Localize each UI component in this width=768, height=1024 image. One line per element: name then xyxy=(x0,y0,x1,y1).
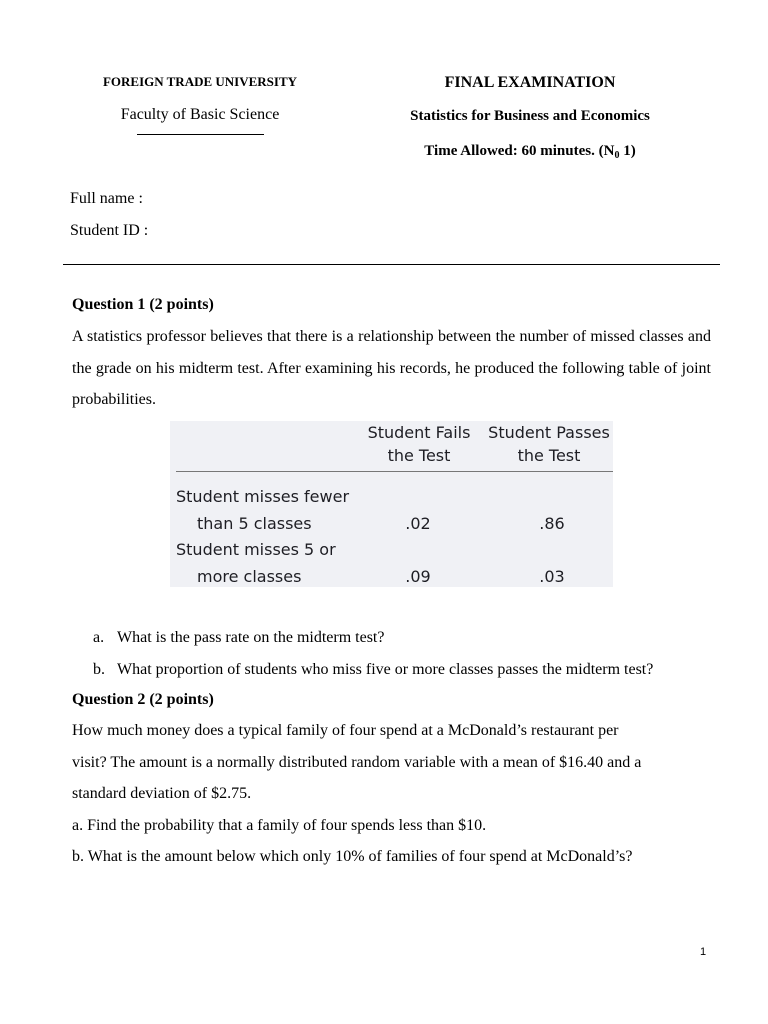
question2-text-line3: standard deviation of $2.75. xyxy=(72,785,252,802)
question2-text-line2: visit? The amount is a normally distributed random variable with a mean of $16.40 and a xyxy=(72,754,642,771)
item-text: What proportion of students who miss five or more classes passes the midterm test? xyxy=(117,661,654,678)
question1-item-b xyxy=(93,661,653,679)
header-divider xyxy=(137,134,264,135)
row-label-more-line2: more classes xyxy=(197,566,302,586)
item-label: a. xyxy=(93,629,105,646)
row-label-more-line1: Student misses 5 or xyxy=(176,540,336,559)
column-header-passes-line1: Student Passes xyxy=(488,423,610,442)
joint-probability-table xyxy=(170,421,613,587)
question2-title: Question 2 (2 points) xyxy=(72,691,214,708)
question2-part-a: a. Find the probability that a family of four spends less than $10. xyxy=(72,817,487,834)
table-cell: .03 xyxy=(539,567,565,586)
row-label-fewer-line1: Student misses fewer xyxy=(176,487,350,506)
column-header-fails xyxy=(358,421,480,467)
row-label-more xyxy=(176,537,336,590)
table-cell: .09 xyxy=(405,567,431,586)
student-id-label: Student ID : xyxy=(70,222,149,239)
question1-text: A statistics professor believes that there is a relationship between the number of missed classes and the grade on his midterm test. After examining his records, he produced the following table of joint probabilities. xyxy=(72,328,711,408)
time-allowed xyxy=(370,143,690,161)
course-title: Statistics for Business and Economics xyxy=(410,108,650,124)
exam-title: FINAL EXAMINATION xyxy=(444,74,616,91)
section-divider xyxy=(63,264,720,265)
exam-number: 1) xyxy=(619,143,636,159)
column-header-passes-line2: the Test xyxy=(517,446,581,465)
column-header-passes xyxy=(484,421,614,467)
question1-title: Question 1 (2 points) xyxy=(72,296,214,313)
question2-text-line1: How much money does a typical family of four spend at a McDonald’s restaurant per xyxy=(72,722,619,739)
university-name: FOREIGN TRADE UNIVERSITY xyxy=(102,74,298,89)
number-subscript: 0 xyxy=(614,150,620,161)
faculty-name: Faculty of Basic Science xyxy=(120,106,280,123)
item-label: b. xyxy=(93,661,105,678)
page-number: 1 xyxy=(700,946,707,958)
column-header-fails-line1: Student Fails xyxy=(367,423,471,442)
table-cell: .86 xyxy=(539,514,565,533)
row-label-fewer xyxy=(176,484,349,537)
time-allowed-text: Time Allowed: 60 minutes. (N xyxy=(424,143,615,159)
table-header-rule xyxy=(176,471,613,472)
row-label-fewer-line2: than 5 classes xyxy=(197,513,312,533)
full-name-label: Full name : xyxy=(70,190,143,207)
item-text: What is the pass rate on the midterm test? xyxy=(117,629,385,646)
column-header-fails-line2: the Test xyxy=(387,446,451,465)
question1-item-a xyxy=(93,629,384,647)
table-cell: .02 xyxy=(405,514,431,533)
question2-part-b: b. What is the amount below which only 10% of families of four spend at McDonald’s? xyxy=(72,848,633,865)
